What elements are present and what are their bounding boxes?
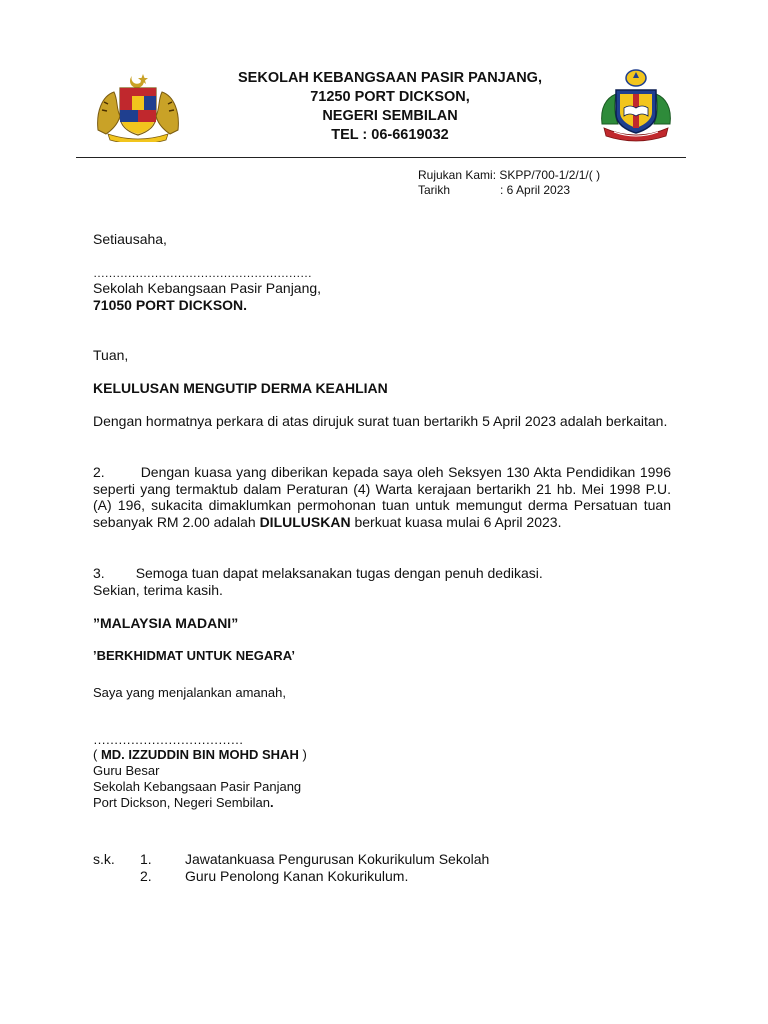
approval-status: DILULUSKAN <box>259 514 351 531</box>
recipient-city: 71050 PORT DICKSON. <box>93 297 248 313</box>
cc-item <box>93 868 653 885</box>
reference-label: Rujukan Kami <box>418 168 493 182</box>
cc-item-text: Jawatankuasa Pengurusan Kokurikulum Sekolah <box>185 851 490 867</box>
signature-intro: Saya yang menjalankan amanah, <box>93 685 286 700</box>
school-telephone: TEL : 06-6619032 <box>331 127 449 143</box>
school-name: SEKOLAH KEBANGSAAN PASIR PANJANG, <box>238 70 542 86</box>
school-logo-icon <box>596 68 676 144</box>
signatory-name-line <box>93 747 671 764</box>
cc-item-number: 2. <box>140 867 152 884</box>
cc-item-number: 1. <box>140 851 152 867</box>
date-label: Tarikh <box>418 183 451 197</box>
school-postcode-city: 71250 PORT DICKSON, <box>310 89 470 105</box>
cc-label: s.k. <box>93 851 115 867</box>
date-value: : 6 April 2023 <box>500 183 571 197</box>
paragraph-3 <box>93 565 671 582</box>
letter-subject: KELULUSAN MENGUTIP DERMA KEAHLIAN <box>93 380 388 396</box>
signatory-position: Guru Besar <box>93 763 160 778</box>
recipient-dots: ………………………………………………… <box>93 266 312 280</box>
paragraph-1: Dengan hormatnya perkara di atas dirujuk surat tuan bertarikh 5 April 2023 adalah berkaitan. <box>93 413 668 429</box>
signature-dots: ……………………………… <box>93 732 243 747</box>
paren-close: ) <box>298 747 307 762</box>
carbon-copy-list <box>93 851 653 884</box>
closing-line: Sekian, terima kasih. <box>93 582 223 598</box>
signatory-address <box>93 795 671 812</box>
paragraph-3-text: Semoga tuan dapat melaksanakan tugas dengan penuh dedikasi. <box>135 565 543 581</box>
cc-item <box>93 851 653 868</box>
recipient-school: Sekolah Kebangsaan Pasir Panjang, <box>93 280 322 296</box>
recipient-title: Setiausaha, <box>93 231 167 247</box>
slogan-malaysia-madani: ”MALAYSIA MADANI” <box>93 615 239 631</box>
paragraph-2-end: berkuat kuasa mulai 6 April 2023. <box>354 514 562 531</box>
paragraph-2 <box>93 464 671 531</box>
paragraph-3-number: 3. <box>93 565 105 581</box>
paragraph-2-number: 2. <box>93 464 105 480</box>
slogan-berkhidmat: ’BERKHIDMAT UNTUK NEGARA’ <box>93 648 295 663</box>
header-divider <box>76 157 686 158</box>
reference-block <box>418 168 600 198</box>
date-row <box>418 183 600 198</box>
school-letterhead <box>180 69 600 145</box>
signatory-address-dot: . <box>270 795 274 810</box>
reference-value: : SKPP/700-1/2/1/( ) <box>492 168 601 182</box>
cc-item-text: Guru Penolong Kanan Kokurikulum. <box>185 867 409 884</box>
school-state: NEGERI SEMBILAN <box>322 108 458 124</box>
signatory-name: MD. IZZUDDIN BIN MOHD SHAH <box>100 747 299 762</box>
reference-number-row <box>418 168 600 183</box>
malaysia-coat-of-arms-icon <box>92 72 184 142</box>
paragraph-2-text: Dengan kuasa yang diberikan kepada saya oleh Seksyen 130 Akta Pendidikan 1996 seperti yang termaktub dalam Peraturan (4) Warta kerajaan bertarikh 21 hb. Mei 1998 P.U.(A) 196, sukacita dimaklumkan permohonan tuan untuk memungut derma Persatuan tuan sebanyak RM 2.00 adalah <box>93 464 671 531</box>
signatory-address-text: Port Dickson, Negeri Sembilan <box>93 795 271 810</box>
signatory-school: Sekolah Kebangsaan Pasir Panjang <box>93 779 302 794</box>
paren-open: ( <box>93 747 101 762</box>
salutation: Tuan, <box>93 347 129 363</box>
